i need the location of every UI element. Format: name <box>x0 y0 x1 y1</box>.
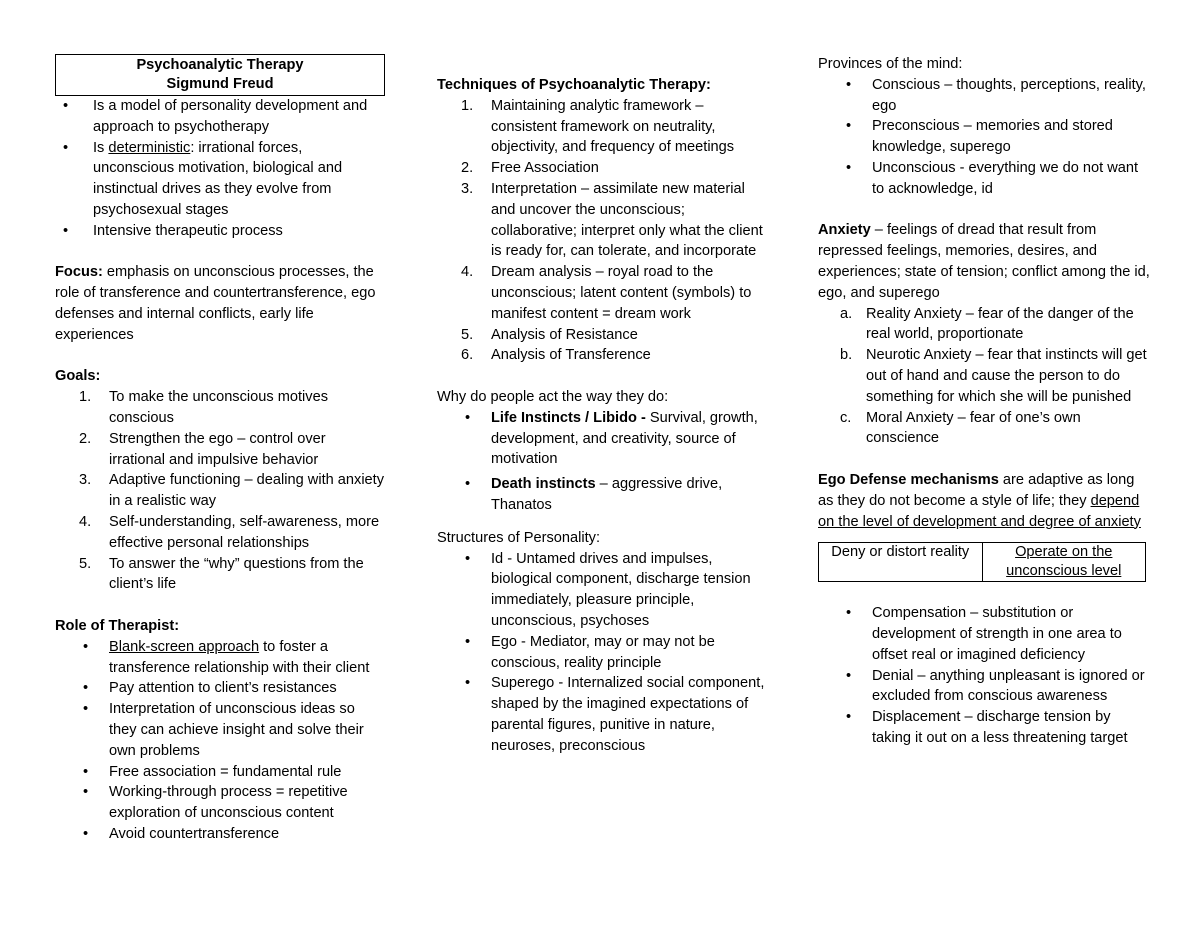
bullet-icon: • <box>83 638 89 655</box>
list-item: • Free association = fundamental rule <box>55 762 385 783</box>
list-item: • Death instincts – aggressive drive, Thanatos <box>465 476 723 513</box>
column-3 <box>818 54 1153 749</box>
list-item: 4. Self-understanding, self-awareness, more effective personal relationships <box>79 513 380 551</box>
instincts-list <box>437 408 767 516</box>
bullet-icon: • <box>465 633 471 650</box>
bullet-icon: • <box>465 409 471 426</box>
list-item: 5. To answer the “why” questions from the client’s life <box>79 555 364 593</box>
list-item: • Pay attention to client’s resistances <box>55 678 385 699</box>
list-item: 1. Maintaining analytic framework – consistent framework on neutrality, objectivity, and frequency of meetings <box>461 97 735 156</box>
goals-heading: Goals: <box>55 368 101 385</box>
list-item: • Conscious – thoughts, perceptions, reality, ego <box>846 76 1146 114</box>
list-item: • Denial – anything unpleasant is ignored or excluded from conscious awareness <box>846 667 1145 705</box>
column-1 <box>55 54 385 845</box>
bullet-icon: • <box>846 709 852 726</box>
bullet-icon: • <box>63 98 69 114</box>
list-item: a. Reality Anxiety – fear of the danger of the real world, proportionate <box>840 305 1134 343</box>
bullet-icon: • <box>465 550 471 567</box>
techniques-heading: Techniques of Psychoanalytic Therapy: <box>437 77 711 93</box>
page-title: Psychoanalytic Therapy <box>136 57 304 73</box>
bullet-icon: • <box>846 667 852 684</box>
bullet-icon: • <box>846 76 852 93</box>
provinces-list <box>818 75 1153 200</box>
provinces-heading: Provinces of the mind: <box>818 56 963 72</box>
author-name: Sigmund Freud <box>166 76 274 92</box>
list-item: 1. To make the unconscious motives conscious <box>79 389 329 426</box>
bullet-icon: • <box>846 118 852 135</box>
focus-paragraph: Focus: emphasis on unconscious processes, the role of transference and countertransference, ego defenses and internal conflicts, early life experiences <box>55 264 376 343</box>
techniques-list <box>437 96 767 366</box>
table-cell-left: Deny or distort reality <box>819 543 983 582</box>
mechanisms-list <box>818 603 1153 749</box>
list-item: • Intensive therapeutic process <box>55 221 385 242</box>
defense-table <box>818 542 1146 582</box>
list-item: 3. Adaptive functioning – dealing with anxiety in a realistic way <box>79 472 385 510</box>
bullet-icon: • <box>83 701 89 718</box>
list-item: 4. Dream analysis – royal road to the unconscious; latent content (symbols) to manifest content = dream work <box>461 264 752 322</box>
list-item: • Interpretation of unconscious ideas so they can achieve insight and solve their own problems <box>83 701 364 759</box>
list-item: • Superego - Internalized social component, shaped by the imagined expectations of parental figures, punitive in nature, neuroses, preconscious <box>465 675 765 754</box>
list-item: • Avoid countertransference <box>55 824 385 845</box>
anxiety-paragraph: Anxiety – feelings of dread that result from repressed feelings, memories, desires, and experiences; state of tension; conflict among the id, ego, and superego <box>818 222 1150 301</box>
bullet-icon: • <box>83 763 89 780</box>
bullet-icon: • <box>83 825 89 842</box>
bullet-icon: • <box>846 605 852 622</box>
role-list <box>55 637 385 845</box>
list-item: • Displacement – discharge tension by taking it out on a less threatening target <box>846 709 1128 746</box>
list-item: • Is deterministic: irrational forces, unconscious motivation, biological and instinctual drives as they evolve from psychosexual stages <box>63 139 343 218</box>
ego-defense-paragraph: Ego Defense mechanisms are adaptive as long as they do not become a style of life; they depend on the level of development and degree of anxiety <box>818 471 1141 530</box>
bullet-icon: • <box>63 139 69 156</box>
bullet-icon: • <box>465 476 471 493</box>
bullet-icon: • <box>63 222 69 239</box>
list-item: 2. Strengthen the ego – control over irrational and impulsive behavior <box>79 430 326 468</box>
anxiety-types-list <box>818 304 1153 450</box>
list-item: • Preconscious – memories and stored knowledge, superego <box>846 118 1113 156</box>
list-item: • Working-through process = repetitive exploration of unconscious content <box>83 784 348 822</box>
list-item: • Id - Untamed drives and impulses, biological component, discharge tension immediately, pleasure principle, unconscious, psychoses <box>465 550 751 629</box>
bullet-icon: • <box>465 675 471 692</box>
column-2 <box>437 75 767 757</box>
list-item: • Blank-screen approach to foster a transference relationship with their client <box>83 638 370 676</box>
list-item: 6. Analysis of Transference <box>461 347 651 364</box>
structures-list <box>437 549 767 757</box>
goals-list <box>55 387 385 595</box>
list-item: • Unconscious - everything we do not want to acknowledge, id <box>846 159 1139 197</box>
why-heading: Why do people act the way they do: <box>437 388 669 405</box>
bullet-icon: • <box>83 680 89 697</box>
list-item: • Ego - Mediator, may or may not be conscious, reality principle <box>465 633 715 671</box>
bullet-icon: • <box>83 784 89 801</box>
bullet-icon: • <box>846 159 852 176</box>
title-box <box>55 54 385 96</box>
list-item: b. Neurotic Anxiety – fear that instincts will get out of hand and cause the person to do something for which she will be punished <box>840 347 1147 405</box>
list-item: • Life Instincts / Libido - Survival, growth, development, and creativity, source of motivation <box>465 409 758 468</box>
list-item: c. Moral Anxiety – fear of one’s own conscience <box>840 409 1081 447</box>
list-item: 3. Interpretation – assimilate new material and uncover the unconscious; collaborative; interpret only what the client is ready for, can tolerate, and incorporate <box>461 180 763 260</box>
list-item: 5. Analysis of Resistance <box>461 326 638 343</box>
list-item: • Is a model of personality development and approach to psychotherapy <box>63 98 368 135</box>
table-cell-right: Operate on the unconscious level <box>982 543 1146 582</box>
role-heading: Role of Therapist: <box>55 617 180 634</box>
list-item: 2. Free Association <box>461 160 599 177</box>
structures-heading: Structures of Personality: <box>437 529 601 546</box>
intro-list <box>55 96 385 242</box>
list-item: • Compensation – substitution or development of strength in one area to offset real or imagined deficiency <box>846 605 1122 663</box>
